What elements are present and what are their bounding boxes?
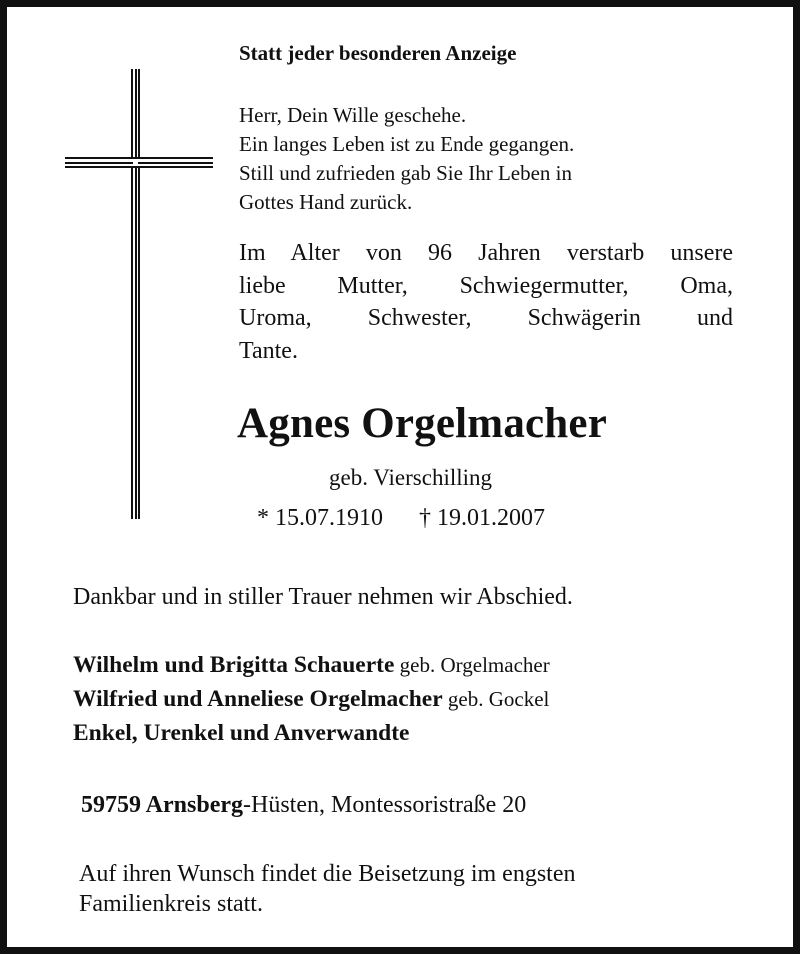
mourner-entry [73, 682, 550, 716]
life-dates [257, 505, 545, 532]
death-date: † 19.01.2007 [419, 505, 545, 531]
intro-line: Im Alter von 96 Jahren verstarb unsere [239, 240, 733, 266]
burial-note [79, 859, 575, 919]
mourner-note: geb. Orgelmacher [399, 653, 550, 677]
header-title: Statt jeder besonderen Anzeige [239, 41, 517, 65]
address-postal-city: 59759 Arnsberg [81, 792, 243, 818]
verse-line: Gottes Hand zurück. [239, 190, 413, 214]
mourner-note: geb. Gockel [447, 687, 550, 711]
mourner-entry [73, 716, 550, 750]
verse-line: Herr, Dein Wille geschehe. [239, 103, 467, 127]
verse-line: Ein langes Leben ist zu Ende gegangen. [239, 132, 575, 156]
intro-line: liebe Mutter, Schwiegermutter, Oma, [239, 272, 733, 299]
thanks-line: Dankbar und in stiller Trauer nehmen wir Abschied. [73, 584, 573, 610]
mourner-entry [73, 648, 550, 682]
mourners-list [73, 648, 550, 750]
mourner-names: Wilfried und Anneliese Orgelmacher [73, 686, 443, 712]
deceased-name: Agnes Orgelmacher [237, 400, 607, 447]
verse-line: Still und zufrieden gab Sie Ihr Leben in [239, 161, 572, 185]
address-rest: -Hüsten, Montessoristraße 20 [243, 792, 527, 818]
intro-line: Tante. [239, 337, 298, 364]
intro-line: Uroma, Schwester, Schwägerin und [239, 305, 733, 331]
note-line: Familienkreis statt. [79, 891, 263, 917]
mourner-names: Wilhelm und Brigitta Schauerte [73, 652, 395, 678]
birth-name: geb. Vierschilling [329, 465, 492, 490]
intro-block [239, 237, 733, 367]
note-line: Auf ihren Wunsch findet die Beisetzung im engsten [79, 861, 576, 887]
cross-icon [65, 69, 213, 519]
mourner-names: Enkel, Urenkel und Anverwandte [73, 720, 410, 746]
birth-date: * 15.07.1910 [257, 505, 383, 531]
verse-block [239, 101, 719, 217]
address-line [81, 792, 526, 819]
